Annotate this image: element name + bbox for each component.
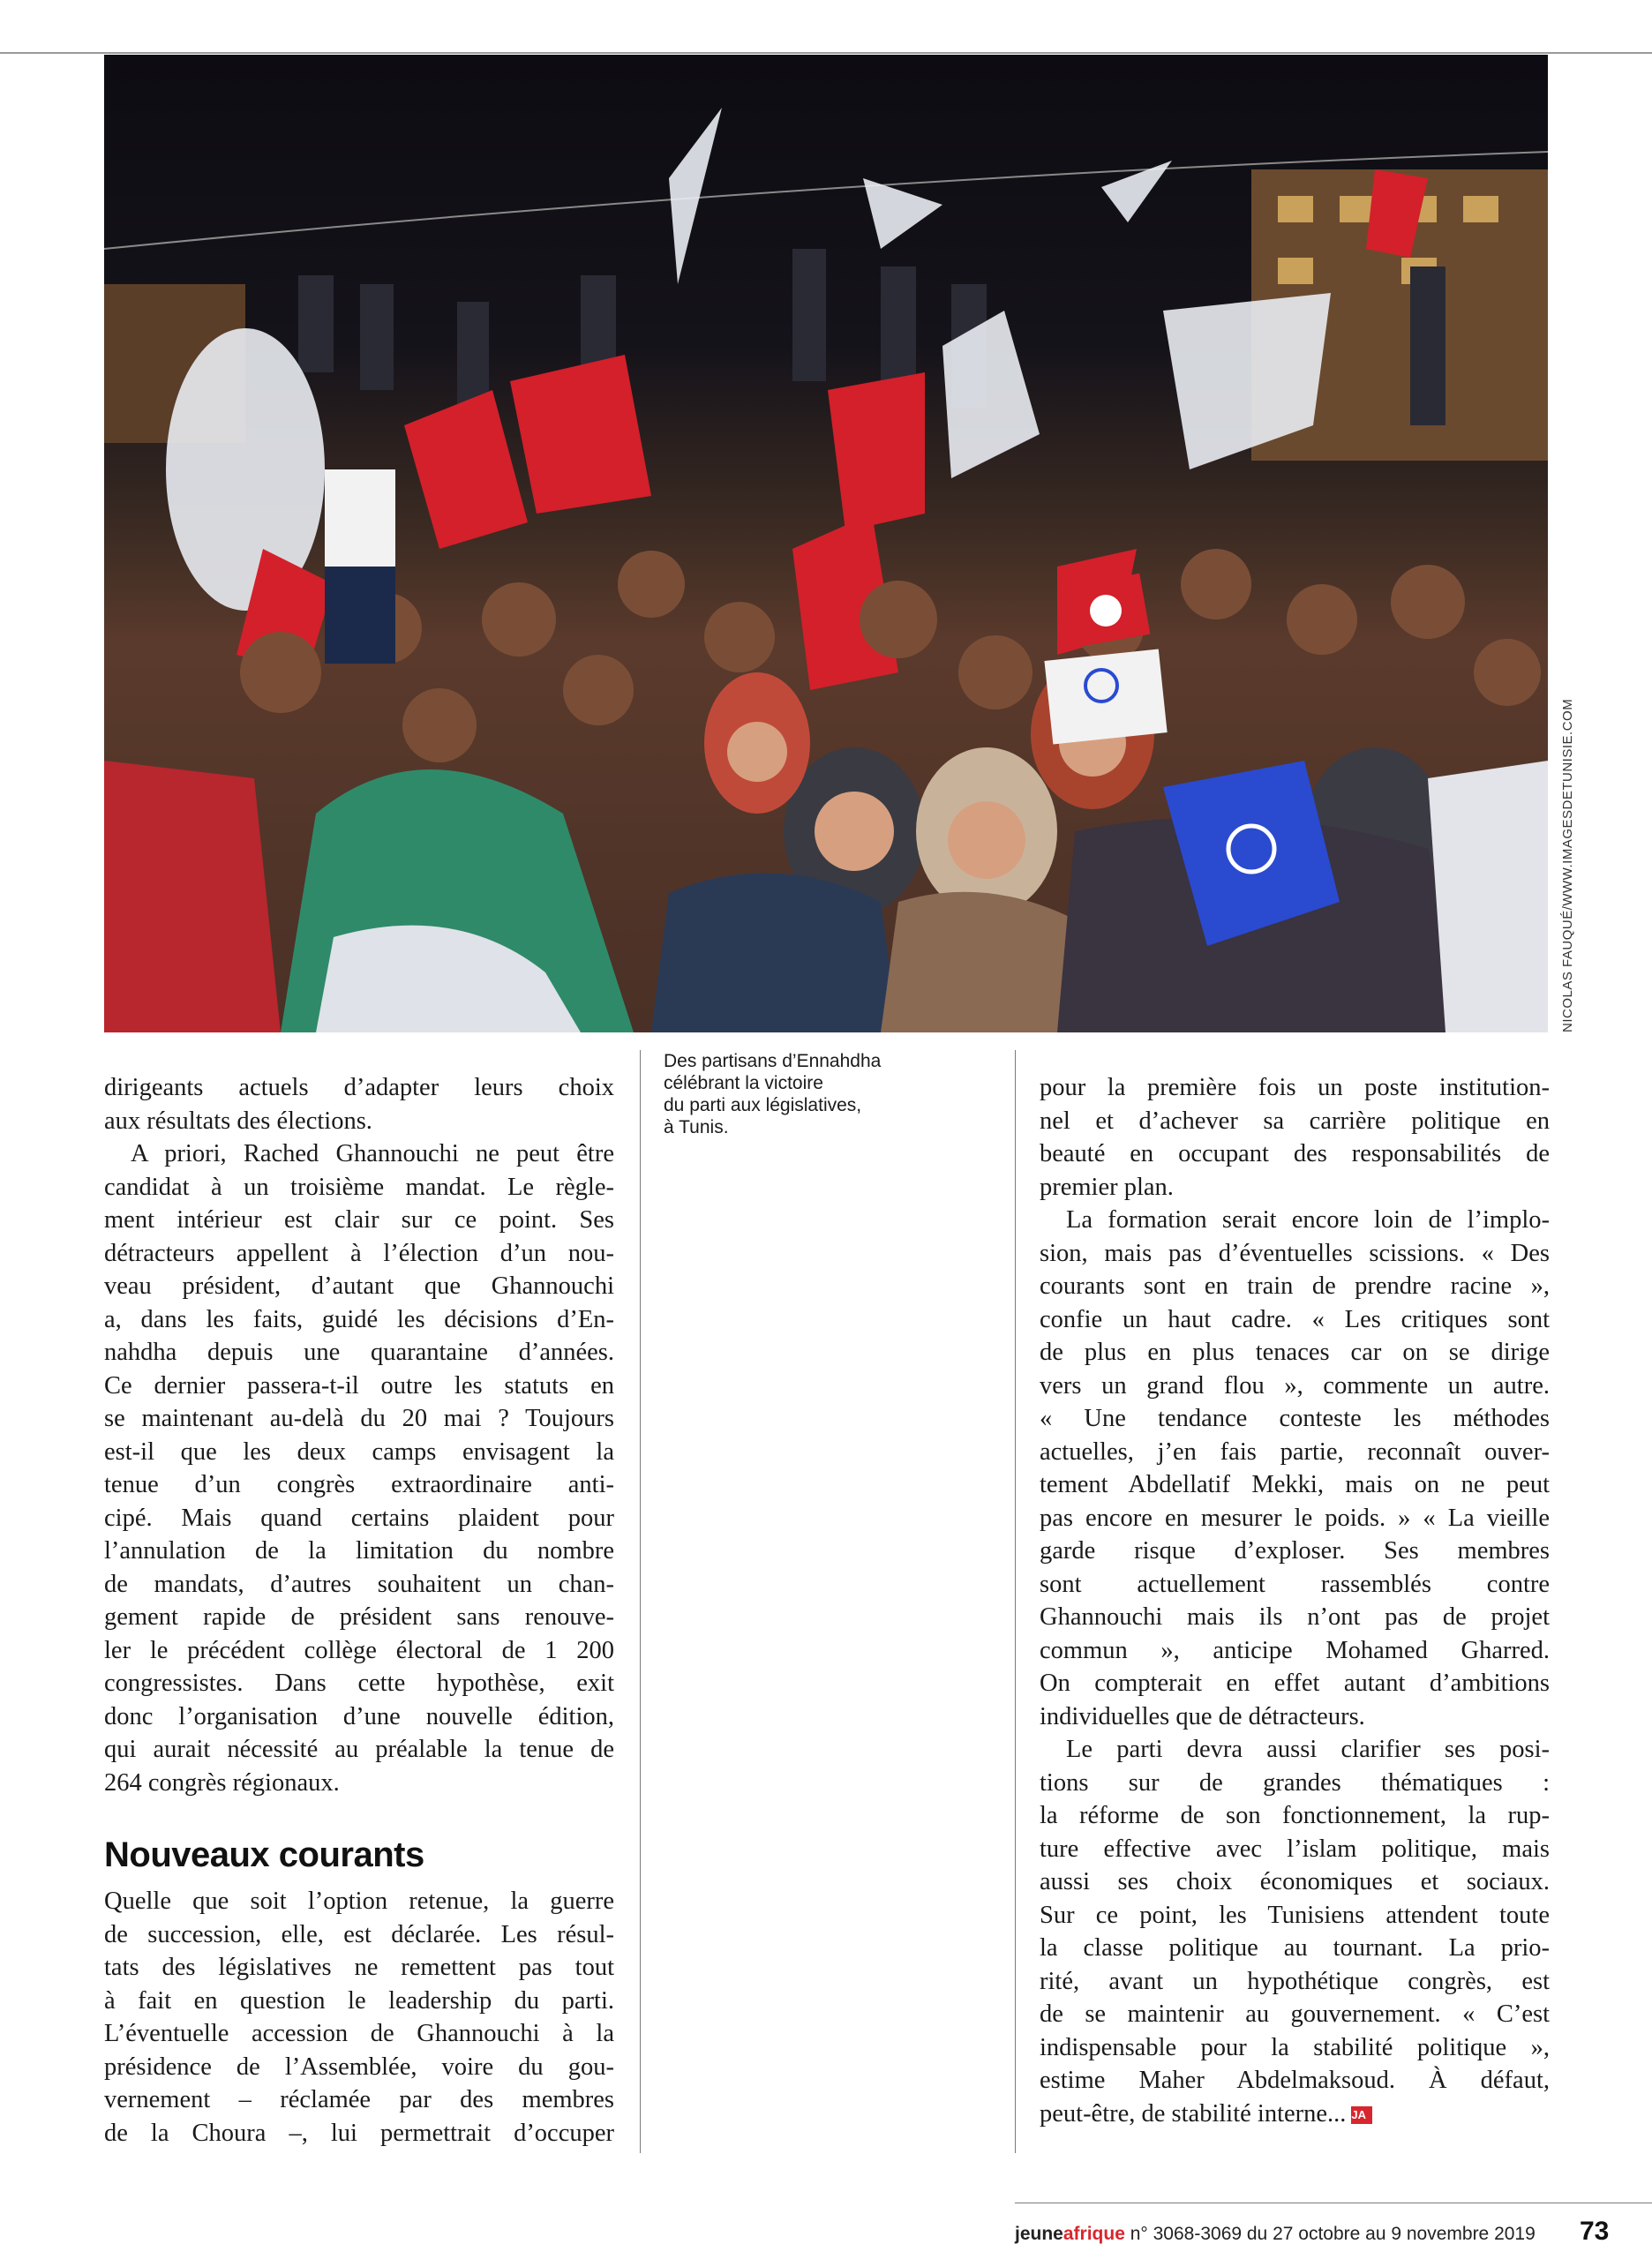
text-line: aux résultats des élections. [104,1107,372,1135]
text-line: de se maintenir au gouvernement. « C’est [1040,2000,1550,2028]
text-line: cipé. Mais quand certains plaident pour [104,1504,614,1532]
paragraph [1040,1071,1550,1204]
text-line: aussi ses choix économiques et sociaux. [1040,1868,1550,1895]
paragraph [1040,1733,1550,2130]
brand-afrique: afrique [1063,2224,1125,2244]
page-footer [1015,2224,1536,2245]
text-line: tats des législatives ne remettent pas tout [104,1954,614,1981]
crowd-illustration [104,55,1548,1032]
text-line: l’annulation de la limitation du nombre [104,1537,614,1565]
column-rule-right [1015,1050,1016,2153]
text-line: actuelles, j’en fais partie, reconnaît ouver- [1040,1437,1550,1466]
text-line: sion, mais pas d’éventuelles scissions. « Des [1040,1239,1550,1267]
text-line: candidat à un troisième mandat. Le règle- [104,1173,614,1201]
text-line: garde risque d’exploser. Ses membres [1040,1537,1550,1565]
text-line: vernement – réclamée par des membres [104,2086,614,2113]
brand-jeune: jeune [1015,2224,1063,2244]
photo-credit: NICOLAS FAUQUÉ/WWW.IMAGESDETUNISIE.COM [1560,698,1575,1032]
text-line: congressistes. Dans cette hypothèse, exit [104,1670,614,1697]
article-photo [104,55,1548,1032]
page-number: 73 [1580,2217,1610,2246]
column-rule-left [640,1050,641,2153]
caption-line: à Tunis. [664,1117,729,1137]
text-line: Quelle que soit l’option retenue, la guerre [104,1888,614,1915]
paragraph [104,1071,614,1137]
text-line: tenue d’un congrès extraordinaire anti- [104,1471,614,1498]
text-line: sont actuellement rassemblés contre [1040,1570,1550,1598]
text-line: Le parti devra aussi clarifier ses posi- [1066,1736,1550,1763]
text-line: pas encore en mesurer le poids. » « La vieille [1040,1504,1550,1532]
text-line: de mandats, d’autres souhaitent un chan- [104,1570,614,1598]
text-line: commun », anticipe Mohamed Gharred. [1040,1636,1550,1664]
text-line: se maintenant au-delà du 20 mai ? Toujours [104,1405,614,1432]
caption-line: célébrant la victoire [664,1073,823,1093]
text-line: confie un haut cadre. « Les critiques sont [1040,1305,1550,1333]
text-line: L’éventuelle accession de Ghannouchi à la [104,2020,614,2047]
text-line: A priori, Rached Ghannouchi ne peut être [131,1140,614,1167]
text-line: rité, avant un hypothétique congrès, est [1040,1967,1550,1995]
photo-caption [664,1050,920,1138]
section-subheading: Nouveaux courants [104,1835,424,1874]
text-line: On compterait en effet autant d’ambitions [1040,1670,1550,1697]
text-line: de plus en plus tenaces car on se dirige [1040,1339,1550,1366]
text-line: est-il que les deux camps envisagent la [104,1437,614,1466]
text-line: individuelles que de détracteurs. [1040,1702,1365,1730]
text-line: ture effective avec l’islam politique, mais [1040,1835,1550,1863]
article-column-left-continued [104,1885,614,2150]
text-line: dirigeants actuels d’adapter leurs choix [104,1074,614,1101]
text-line: ment intérieur est clair sur ce point. Ses [104,1206,614,1234]
caption-line: Des partisans d’Ennahdha [664,1051,882,1071]
text-line: La formation serait encore loin de l’implo- [1066,1206,1550,1234]
text-line: gement rapide de président sans renouve- [104,1603,614,1631]
caption-line: du parti aux législatives, [664,1095,862,1115]
text-line: de succession, elle, est déclarée. Les résul- [104,1920,614,1948]
text-line: 264 congrès régionaux. [104,1768,340,1797]
paragraph [104,1885,614,2150]
text-line: à fait en question le leadership du parti. [104,1986,614,2015]
text-line: ler le précédent collège électoral de 1 200 [104,1636,614,1664]
text-line: Ghannouchi mais ils n’ont pas de projet [1040,1603,1550,1631]
text-line: tions sur de grandes thématiques : [1040,1768,1550,1797]
text-line: premier plan. [1040,1173,1174,1201]
issue-info: n° 3068-3069 du 27 octobre au 9 novembre 2019 [1124,2224,1536,2244]
article-column-left [104,1071,614,1799]
text-line: estime Maher Abdelmaksoud. À défaut, [1040,2067,1550,2094]
text-line: détracteurs appellent à l’élection d’un nou- [104,1239,614,1267]
article-column-right [1040,1071,1550,2130]
text-line: « Une tendance conteste les méthodes [1040,1405,1550,1432]
text-line: courants sont en train de prendre racine », [1040,1272,1550,1300]
final-text: peut-être, de stabilité interne... [1040,2099,1347,2128]
text-line: Sur ce point, les Tunisiens attendent toute [1040,1901,1550,1929]
text-line: la classe politique au tournant. La prio- [1040,1934,1550,1962]
text-line: la réforme de son fonctionnement, la rup- [1040,1802,1550,1829]
paragraph [1040,1204,1550,1733]
text-line: qui aurait nécessité au préalable la tenue de [104,1736,614,1763]
text-line: pour la première fois un poste institution- [1040,1074,1550,1101]
ja-end-mark: JA [1351,2106,1372,2124]
text-line: a, dans les faits, guidé les décisions d’En- [104,1305,614,1333]
text-line: présidence de l’Assemblée, voire du gou- [104,2053,614,2081]
text-line: veau président, d’autant que Ghannouchi [104,1272,614,1300]
text-line: tement Abdellatif Mekki, mais on ne peut [1040,1471,1550,1498]
text-line: indispensable pour la stabilité politique », [1040,2033,1550,2061]
text-line: nahdha depuis une quarantaine d’années. [104,1339,614,1366]
paragraph [104,1137,614,1799]
text-line-final [1040,2098,1550,2131]
top-rule [0,52,1652,54]
text-line: de la Choura –, lui permettrait d’occuper [104,2119,614,2147]
text-line: beauté en occupant des responsabilités de [1040,1140,1550,1167]
text-line: donc l’organisation d’une nouvelle édition, [104,1702,614,1730]
text-line: Ce dernier passera-t-il outre les statuts en [104,1371,614,1400]
text-line: nel et d’achever sa carrière politique en [1040,1107,1550,1135]
text-line: vers un grand flou », commente un autre. [1040,1371,1550,1400]
